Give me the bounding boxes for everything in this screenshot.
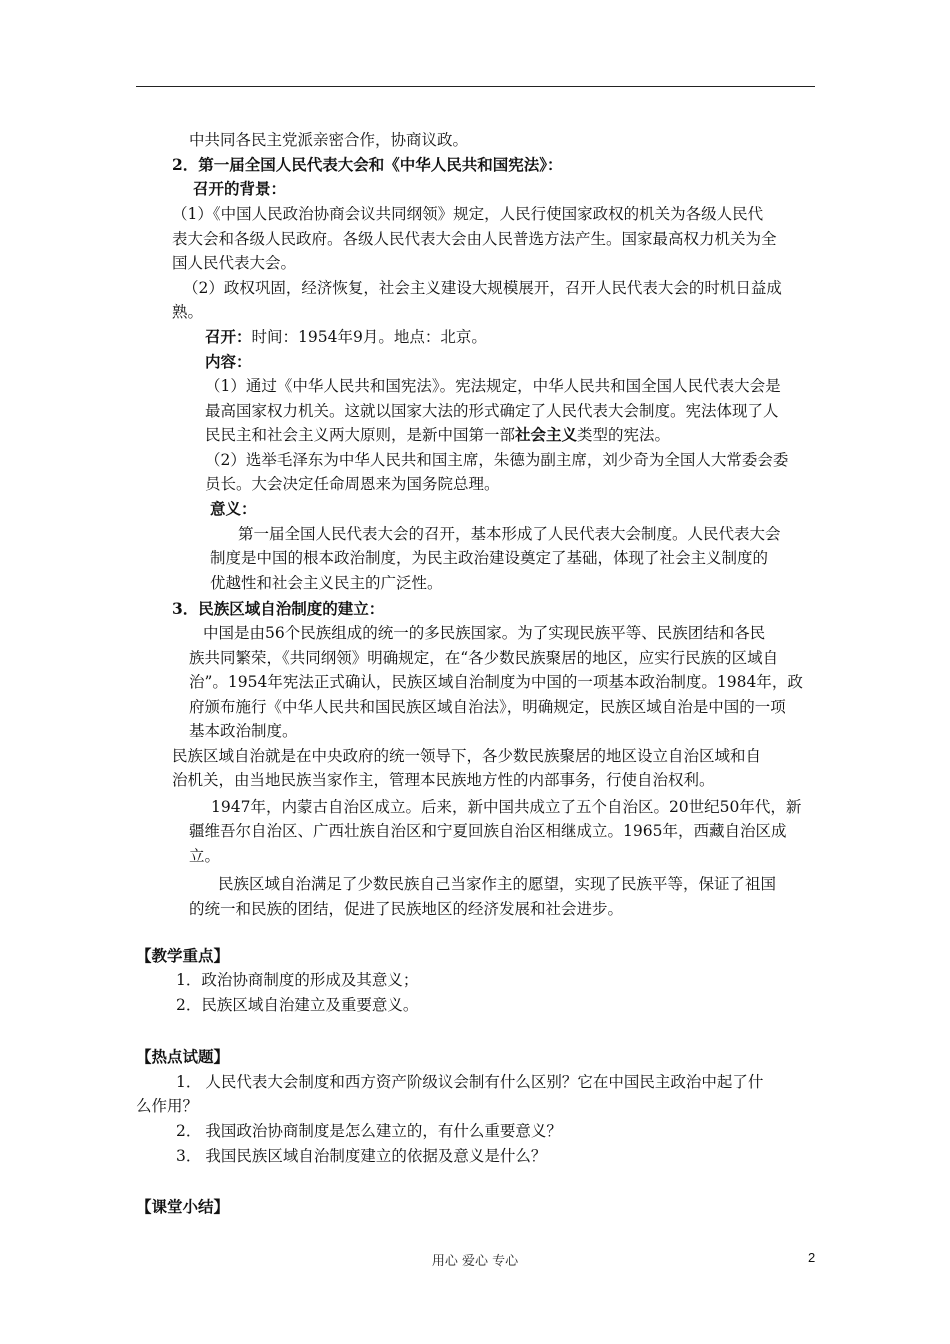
list-item: 1．政治协商制度的形成及其意义； bbox=[176, 971, 419, 989]
question-number: 1． bbox=[176, 1073, 202, 1091]
list-item: 2．民族区域自治建立及重要意义。 bbox=[176, 996, 419, 1014]
text-line: （2）政权巩固，经济恢复，社会主义建设大规模展开，召开人民代表大会的时机日益成 bbox=[183, 279, 782, 297]
question-text: 我国民族区域自治制度建立的依据及意义是什么？ bbox=[205, 1147, 547, 1165]
text-line: 表大会和各级人民政府。各级人民代表大会由人民普选方法产生。国家最高权力机关为全 bbox=[172, 230, 777, 248]
footer-motto: 用心 爱心 专心 bbox=[431, 1254, 519, 1269]
section-heading-2: 2．第一届全国人民代表大会和《中华人民共和国宪法》： bbox=[172, 155, 563, 174]
text-line: 治机关，由当地民族当家作主，管理本民族地方性的内部事务，行使自治权利。 bbox=[172, 771, 715, 789]
question-text: 人民代表大会制度和西方资产阶级议会制有什么区别？它在中国民主政治中起了什 bbox=[205, 1073, 764, 1091]
question-text: 我国政治协商制度是怎么建立的，有什么重要意义？ bbox=[205, 1122, 562, 1140]
text-line: 族共同繁荣，《共同纲领》明确规定，在“各少数民族聚居的地区，应实行民族的区域自 bbox=[189, 649, 779, 667]
text-line: 立。 bbox=[189, 847, 221, 865]
text-line: 员长。大会决定任命周恩来为国务院总理。 bbox=[205, 475, 500, 493]
text-line: 的统一和民族的团结，促进了民族地区的经济发展和社会进步。 bbox=[189, 900, 624, 918]
convened-detail: 时间：1954年9月。地点：北京。 bbox=[251, 328, 487, 346]
section-heading-3: 3．民族区域自治制度的建立： bbox=[172, 599, 385, 618]
text-line: 第一届全国人民代表大会的召开，基本形成了人民代表大会制度。人民代表大会 bbox=[238, 525, 781, 543]
text-line: （1）通过《中华人民共和国宪法》。宪法规定，中华人民共和国全国人民代表大会是 bbox=[205, 377, 781, 395]
label-convened: 召开： bbox=[205, 327, 252, 346]
text-line: 疆维吾尔自治区、广西壮族自治区和宁夏回族自治区相继成立。1965年，西藏自治区成 bbox=[189, 822, 787, 840]
subheading-background: 召开的背景： bbox=[193, 179, 287, 198]
text-line: 最高国家权力机关。这就以国家大法的形式确定了人民代表大会制度。宪法体现了人 bbox=[205, 402, 779, 420]
emphasis-socialism: 社会主义 bbox=[515, 425, 578, 444]
heading-hot-topics: 【热点试题】 bbox=[136, 1047, 230, 1066]
text-line: 1947年，内蒙古自治区成立。后来，新中国共成立了五个自治区。20世纪50年代，新 bbox=[211, 798, 802, 816]
text-line: 优越性和社会主义民主的广泛性。 bbox=[210, 574, 443, 592]
page-number: 2 bbox=[808, 1250, 816, 1265]
text-line bbox=[205, 424, 670, 446]
text-line: （2）选举毛泽东为中华人民共和国主席，朱德为副主席，刘少奇为全国人大常委会委 bbox=[205, 451, 789, 469]
question-line bbox=[176, 1120, 562, 1142]
question-line bbox=[176, 1071, 763, 1093]
text-line: 中国是由56个民族组成的统一的多民族国家。为了实现民族平等、民族团结和各民 bbox=[203, 624, 766, 642]
subheading-content: 内容： bbox=[205, 352, 252, 371]
text-line: 国人民代表大会。 bbox=[172, 254, 297, 272]
text-line: （1）《中国人民政治协商会议共同纲领》规定，人民行使国家政权的机关为各级人民代 bbox=[172, 205, 764, 223]
question-number: 3． bbox=[176, 1147, 202, 1165]
text-line: 熟。 bbox=[172, 303, 204, 321]
text-line bbox=[205, 326, 487, 348]
text-line: 治”。1954年宪法正式确认，民族区域自治制度为中国的一项基本政治制度。1984年，政 bbox=[189, 673, 803, 691]
header-rule bbox=[136, 86, 815, 87]
text-line: 基本政治制度。 bbox=[189, 722, 298, 740]
text-line: 民族区域自治就是在中央政府的统一领导下，各少数民族聚居的地区设立自治区域和自 bbox=[172, 747, 762, 765]
text-line: 民族区域自治满足了少数民族自己当家作主的愿望，实现了民族平等，保证了祖国 bbox=[218, 875, 777, 893]
text-line: 制度是中国的根本政治制度，为民主政治建设奠定了基础，体现了社会主义制度的 bbox=[210, 549, 769, 567]
heading-class-summary: 【课堂小结】 bbox=[136, 1197, 230, 1216]
question-number: 2． bbox=[176, 1122, 202, 1140]
heading-teaching-focus: 【教学重点】 bbox=[136, 946, 230, 965]
question-line: 么作用？ bbox=[136, 1097, 199, 1115]
question-line bbox=[176, 1145, 546, 1167]
text-line: 府颁布施行《中华人民共和国民族区域自治法》，明确规定，民族区域自治是中国的一项 bbox=[189, 698, 786, 716]
text-line: 中共同各民主党派亲密合作，协商议政。 bbox=[189, 131, 469, 149]
text-span: 民民主和社会主义两大原则，是新中国第一部 bbox=[205, 426, 516, 444]
subheading-significance: 意义： bbox=[210, 499, 257, 518]
text-span: 类型的宪法。 bbox=[577, 426, 671, 444]
